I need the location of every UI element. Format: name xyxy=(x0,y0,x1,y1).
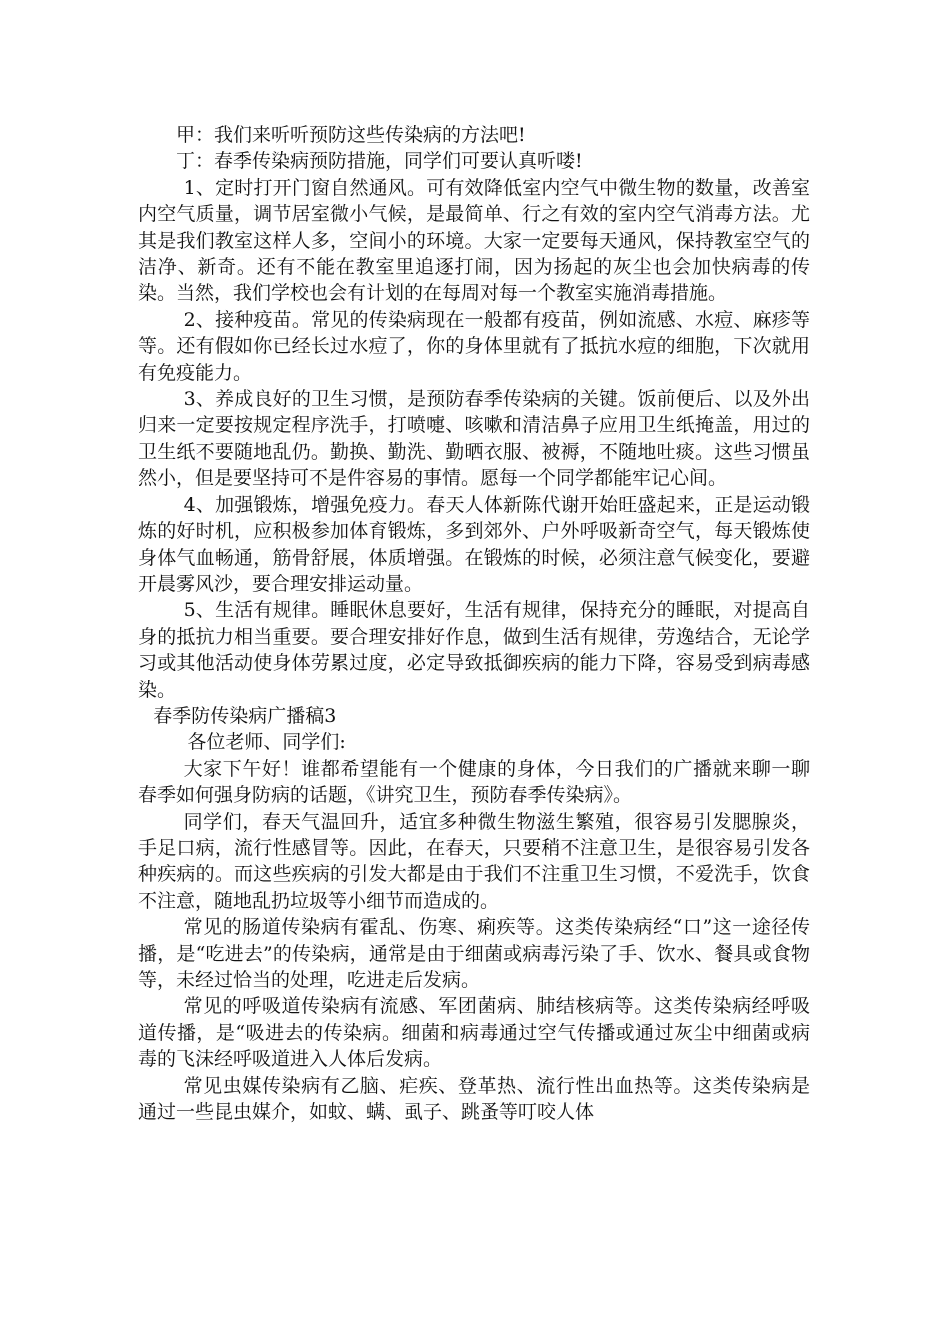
respiratory-disease-paragraph: 常见的呼吸道传染病有流感、军团菌病、肺结核病等。这类传染病经呼吸道传播，是“吸进去的传染病。细菌和病毒通过空气传播或通过灰尘中细菌或病毒的飞沫经呼吸道进入人体后发病。 xyxy=(138,995,810,1071)
intestinal-disease-paragraph: 常见的肠道传染病有霍乱、伤寒、痢疾等。这类传染病经“口”这一途径传播，是“吃进去”的传染病，通常是由于细菌或病毒污染了手、饮水、餐具或食物等，未经过恰当的处理，吃进走后发病。 xyxy=(138,916,810,991)
insect-borne-disease-paragraph: 常见虫媒传染病有乙脑、疟疾、登革热、流行性出血热等。这类传染病是通过一些昆虫媒介，如蚊、螨、虱子、跳蚤等叮咬人体 xyxy=(138,1074,810,1124)
measure-vaccination: 2、接种疫苗。常见的传染病现在一般都有疫苗，例如流感、水痘、麻疹等等。还有假如你已经长过水痘了，你的身体里就有了抵抗水痘的细胞，下次就用有免疫能力。 xyxy=(138,308,810,384)
dialogue-ding: 丁：春季传染病预防措施，同学们可要认真听喽! xyxy=(176,150,583,173)
measure-regular-life: 5、生活有规律。睡眠休息要好，生活有规律，保持充分的睡眠，对提高自身的抵抗力相当重要。要合理安排好作息，做到生活有规律，劳逸结合，无论学习或其他活动使身体劳累过度，必定导致抵御疾病的能力下降，容易受到病毒感染。 xyxy=(138,599,810,701)
intro-paragraph: 大家下午好！谁都希望能有一个健康的身体，今日我们的广播就来聊一聊春季如何强身防病的话题，《讲究卫生，预防春季传染病》。 xyxy=(138,757,810,807)
greeting: 各位老师、同学们: xyxy=(187,731,346,754)
section-title: 春季防传染病广播稿3 xyxy=(153,704,337,727)
measure-hygiene: 3、养成良好的卫生习惯，是预防春季传染病的关键。饭前便后、以及外出归来一定要按规定程序洗手，打喷嚏、咳嗽和清洁鼻子应用卫生纸掩盖，用过的卫生纸不要随地乱仍。勤换、勤洗、勤晒衣服、被褥，不随地吐痰。这些习惯虽然小，但是要坚持可不是件容易的事情。愿每一个同学都能牢记心间。 xyxy=(138,388,810,490)
measure-exercise: 4、加强锻炼，增强免疫力。春天人体新陈代谢开始旺盛起来，正是运动锻炼的好时机，应积极参加体育锻炼，多到郊外、户外呼吸新奇空气，每天锻炼使身体气血畅通，筋骨舒展，体质增强。在锻炼的时候，必须注意气候变化，要避开晨雾风沙，要合理安排运动量。 xyxy=(138,493,810,595)
dialogue-jia: 甲：我们来听听预防这些传染病的方法吧! xyxy=(176,124,526,146)
document-body xyxy=(138,122,810,1125)
measure-ventilation: 1、定时打开门窗自然通风。可有效降低室内空气中微生物的数量，改善室内空气质量，调节居室微小气候，是最简单、行之有效的室内空气消毒方法。尤其是我们教室这样人多，空间小的环境。大家一定要每天通风，保持教室空气的洁净、新奇。还有不能在教室里追逐打闹，因为扬起的灰尘也会加快病毒的传染。当然，我们学校也会有计划的在每周对每一个教室实施消毒措施。 xyxy=(138,176,810,305)
spring-disease-paragraph: 同学们，春天气温回升，适宜多种微生物滋生繁殖，很容易引发腮腺炎，手足口病，流行性感冒等。因此，在春天，只要稍不注意卫生，是很容易引发各种疾病的。而这些疾病的引发大都是由于我们不注重卫生习惯，不爱洗手，饮食不注意，随地乱扔垃圾等小细节而造成的。 xyxy=(138,810,810,912)
